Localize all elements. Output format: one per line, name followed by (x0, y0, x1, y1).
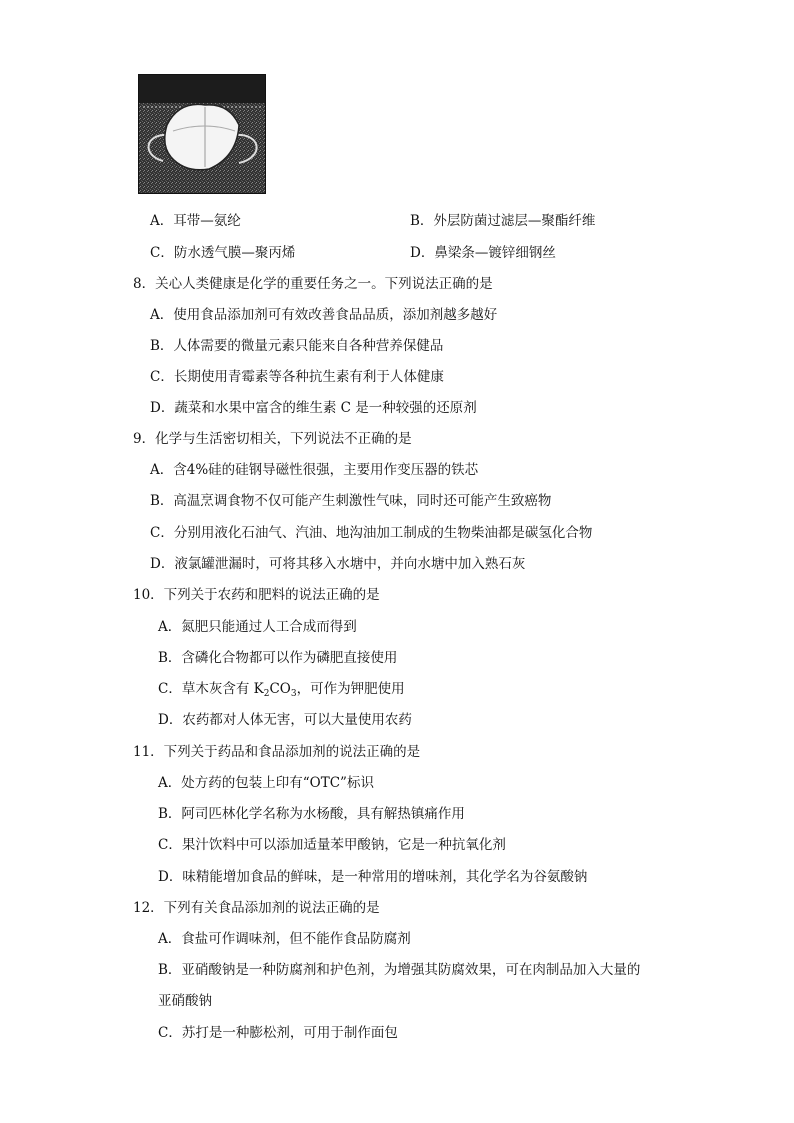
q10-stem: 10．下列关于农药和肥料的说法正确的是 (133, 587, 380, 603)
q8-option-d: D．蔬菜和水果中富含的维生素 C 是一种较强的还原剂 (150, 400, 477, 416)
mask-illustration (139, 75, 265, 193)
q8-option-b: B．人体需要的微量元素只能来自各种营养保健品 (150, 338, 444, 354)
q9-stem: 9．化学与生活密切相关，下列说法不正确的是 (133, 431, 412, 447)
q7-option-b: B．外层防菌过滤层—聚酯纤维 (410, 213, 596, 229)
q7-option-a: A．耳带—氨纶 (150, 213, 241, 229)
q8-option-c: C．长期使用青霉素等各种抗生素有利于人体健康 (150, 369, 444, 385)
q12-option-c: C．苏打是一种膨松剂，可用于制作面包 (158, 1025, 398, 1041)
q9-option-d: D．液氯罐泄漏时，可将其移入水塘中，并向水塘中加入熟石灰 (150, 556, 526, 572)
q10-option-c (158, 679, 405, 704)
q9-option-c: C．分别用液化石油气、汽油、地沟油加工制成的生物柴油都是碳氢化合物 (150, 525, 593, 541)
q10-option-a: A．氮肥只能通过人工合成而得到 (158, 619, 357, 635)
q8-stem: 8．关心人类健康是化学的重要任务之一。下列说法正确的是 (133, 276, 493, 292)
q7-option-c: C．防水透气膜—聚丙烯 (150, 245, 296, 261)
mask-figure (138, 74, 266, 194)
q11-option-a: A．处方药的包装上印有“OTC”标识 (158, 775, 374, 791)
q10-option-c-prefix: C．草木灰含有 K (158, 681, 264, 697)
q12-option-b-line2: 亚硝酸钠 (158, 993, 212, 1009)
q11-option-c: C．果汁饮料中可以添加适量苯甲酸钠，它是一种抗氧化剂 (158, 837, 506, 853)
q10-option-c-subscript-o: 3 (290, 689, 297, 699)
q10-option-c-suffix: ，可作为钾肥使用 (296, 681, 405, 697)
q11-option-d: D．味精能增加食品的鲜味，是一种常用的增味剂，其化学名为谷氨酸钠 (158, 869, 588, 885)
q8-option-a: A．使用食品添加剂可有效改善食品品质，添加剂越多越好 (150, 307, 498, 323)
q12-option-b-line1: B．亚硝酸钠是一种防腐剂和护色剂，为增强其防腐效果，可在肉制品加入大量的 (158, 962, 641, 978)
q10-option-d: D．农药都对人体无害，可以大量使用农药 (158, 712, 412, 728)
q11-option-b: B．阿司匹林化学名称为水杨酸，具有解热镇痛作用 (158, 806, 465, 822)
q10-option-c-co: CO (269, 681, 291, 697)
q10-option-c-subscript-k: 2 (263, 689, 270, 699)
q12-stem: 12．下列有关食品添加剂的说法正确的是 (133, 900, 380, 916)
q12-option-a: A．食盐可作调味剂，但不能作食品防腐剂 (158, 931, 411, 947)
q7-option-d: D．鼻梁条—镀锌细钢丝 (410, 245, 556, 261)
q11-stem: 11．下列关于药品和食品添加剂的说法正确的是 (133, 744, 421, 760)
q9-option-b: B．高温烹调食物不仅可能产生刺激性气味，同时还可能产生致癌物 (150, 493, 552, 509)
q9-option-a: A．含4%硅的硅钢导磁性很强，主要用作变压器的铁芯 (150, 462, 479, 478)
q10-option-b: B．含磷化合物都可以作为磷肥直接使用 (158, 650, 398, 666)
